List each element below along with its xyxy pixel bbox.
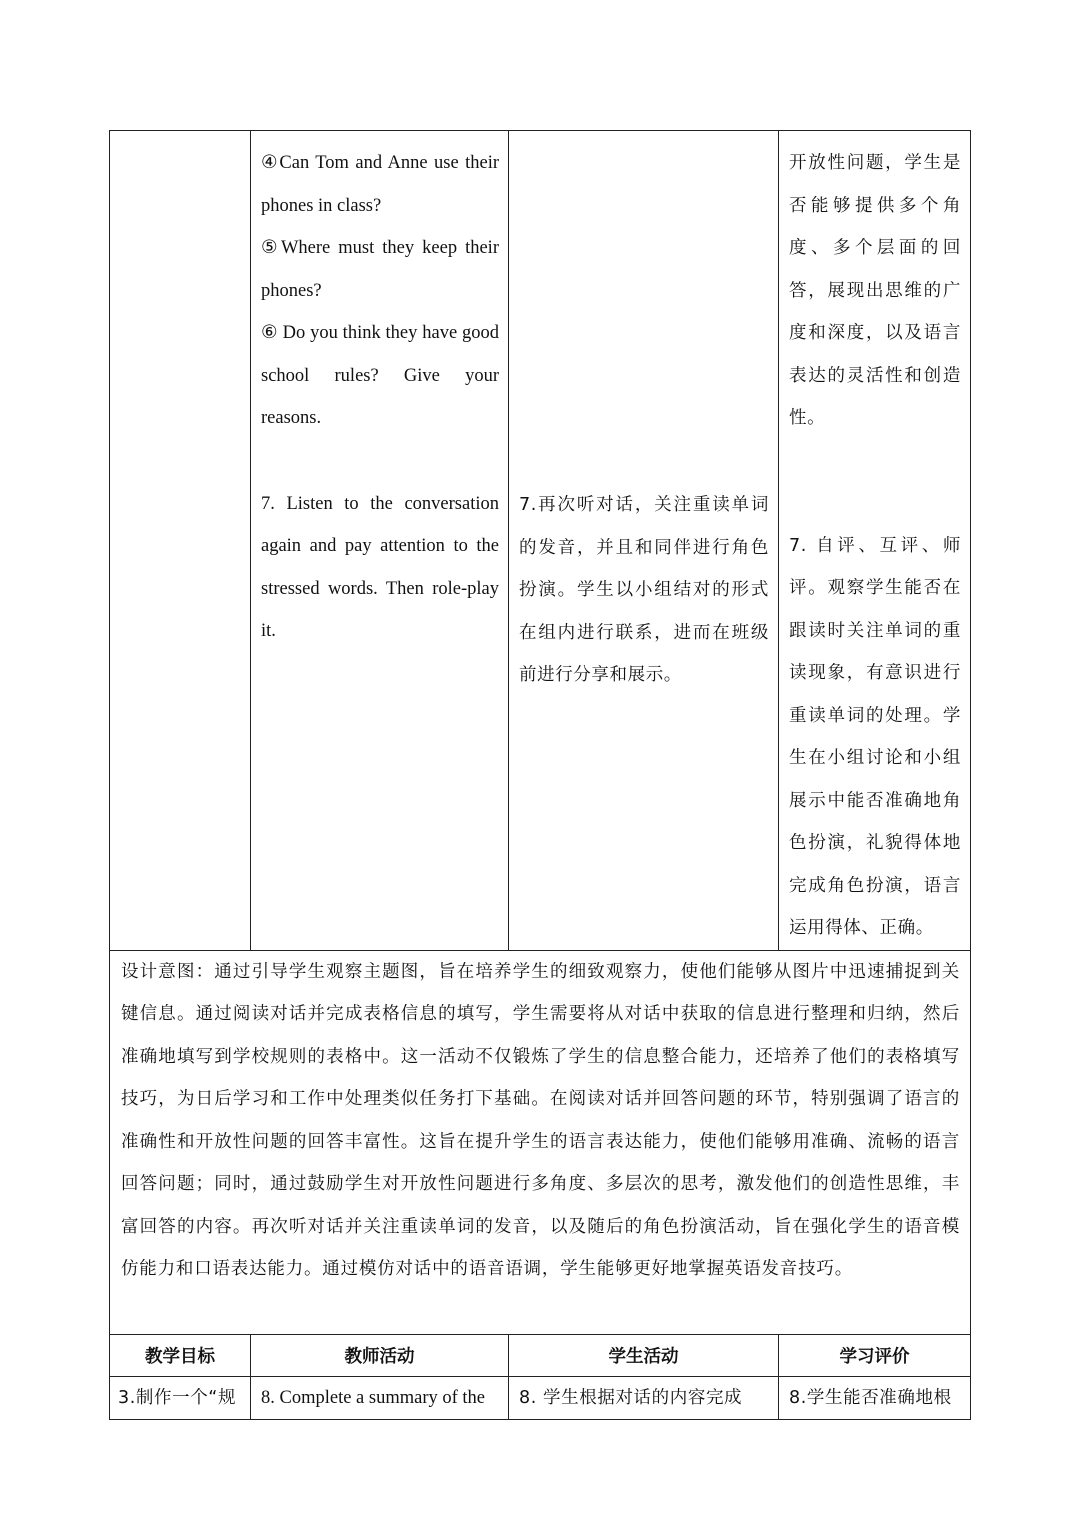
goal-3-row bbox=[110, 1376, 971, 1419]
student-8-text: 8. 学生根据对话的内容完成 bbox=[519, 1387, 743, 1408]
goal-cell-empty bbox=[110, 131, 251, 951]
question-6: ⑥ Do you think they have good school rules? Give your reasons. bbox=[261, 323, 499, 428]
design-intent-cell bbox=[110, 950, 971, 1334]
header-student: 学生活动 bbox=[509, 1334, 779, 1376]
header-evaluation: 学习评价 bbox=[779, 1334, 971, 1376]
eval-open-question: 开放性问题，学生是否能够提供多个角度、多个层面的回答，展现出思维的广度和深度，以及语言表达的灵活性和创造性。 bbox=[789, 153, 961, 428]
goal-3-cell bbox=[110, 1376, 251, 1419]
design-intent-row bbox=[110, 950, 971, 1334]
design-intent-text: 设计意图：通过引导学生观察主题图，旨在培养学生的细致观察力，使他们能够从图片中迅速捕捉到关键信息。通过阅读对话并完成表格信息的填写，学生需要将从对话中获取的信息进行整理和归纳，然后准确地填写到学校规则的表格中。这一活动不仅锻炼了学生的信息整合能力，还培养了他们的表格填写技巧，为日后学习和工作中处理类似任务打下基础。在阅读对话并回答问题的环节，特别强调了语言的准确性和开放性问题的回答丰富性。这旨在提升学生的语言表达能力，使他们能够用准确、流畅的语言回答问题；同时，通过鼓励学生对开放性问题进行多角度、多层次的思考，激发他们的创造性思维，丰富回答的内容。再次听对话并关注重读单词的发音，以及随后的角色扮演活动，旨在强化学生的语音模仿能力和口语表达能力。通过模仿对话中的语音语调，学生能够更好地掌握英语发音技巧。 bbox=[121, 961, 960, 1279]
evaluation-8-text: 8.学生能否准确地根 bbox=[789, 1387, 952, 1408]
teacher-activity-cell bbox=[251, 131, 509, 951]
lesson-plan-table bbox=[109, 130, 971, 1420]
eval-activity-7: 7. 自评、互评、师评。观察学生能否在跟读时关注单词的重读现象，有意识进行重读单词的处理。学生在小组讨论和小组展示中能否准确地角色扮演，礼貌得体地完成角色扮演，语言运用得体、正确。 bbox=[789, 535, 961, 938]
student-activity-cell bbox=[509, 131, 779, 951]
activity-7-teacher: 7. Listen to the conversation again and pay attention to the stressed words. Then role-play it. bbox=[261, 493, 499, 641]
question-5: ⑤Where must they keep their phones? bbox=[261, 238, 499, 301]
teacher-8-cell bbox=[251, 1376, 509, 1419]
teacher-8-text: 8. Complete a summary of the bbox=[261, 1387, 486, 1408]
question-4: ④Can Tom and Anne use their phones in class? bbox=[261, 153, 499, 216]
header-teacher: 教师活动 bbox=[251, 1334, 509, 1376]
header-row bbox=[110, 1334, 971, 1376]
questions-block bbox=[251, 131, 508, 653]
activity-row bbox=[110, 131, 971, 951]
goal-3-text: 3.制作一个“规 bbox=[118, 1387, 237, 1408]
evaluation-8-cell bbox=[779, 1376, 971, 1419]
evaluation-cell bbox=[779, 131, 971, 951]
activity-7-student: 7.再次听对话，关注重读单词的发音，并且和同伴进行角色扮演。学生以小组结对的形式在组内进行联系，进而在班级前进行分享和展示。 bbox=[519, 495, 769, 685]
student-8-cell bbox=[509, 1376, 779, 1419]
header-goal: 教学目标 bbox=[110, 1334, 251, 1376]
